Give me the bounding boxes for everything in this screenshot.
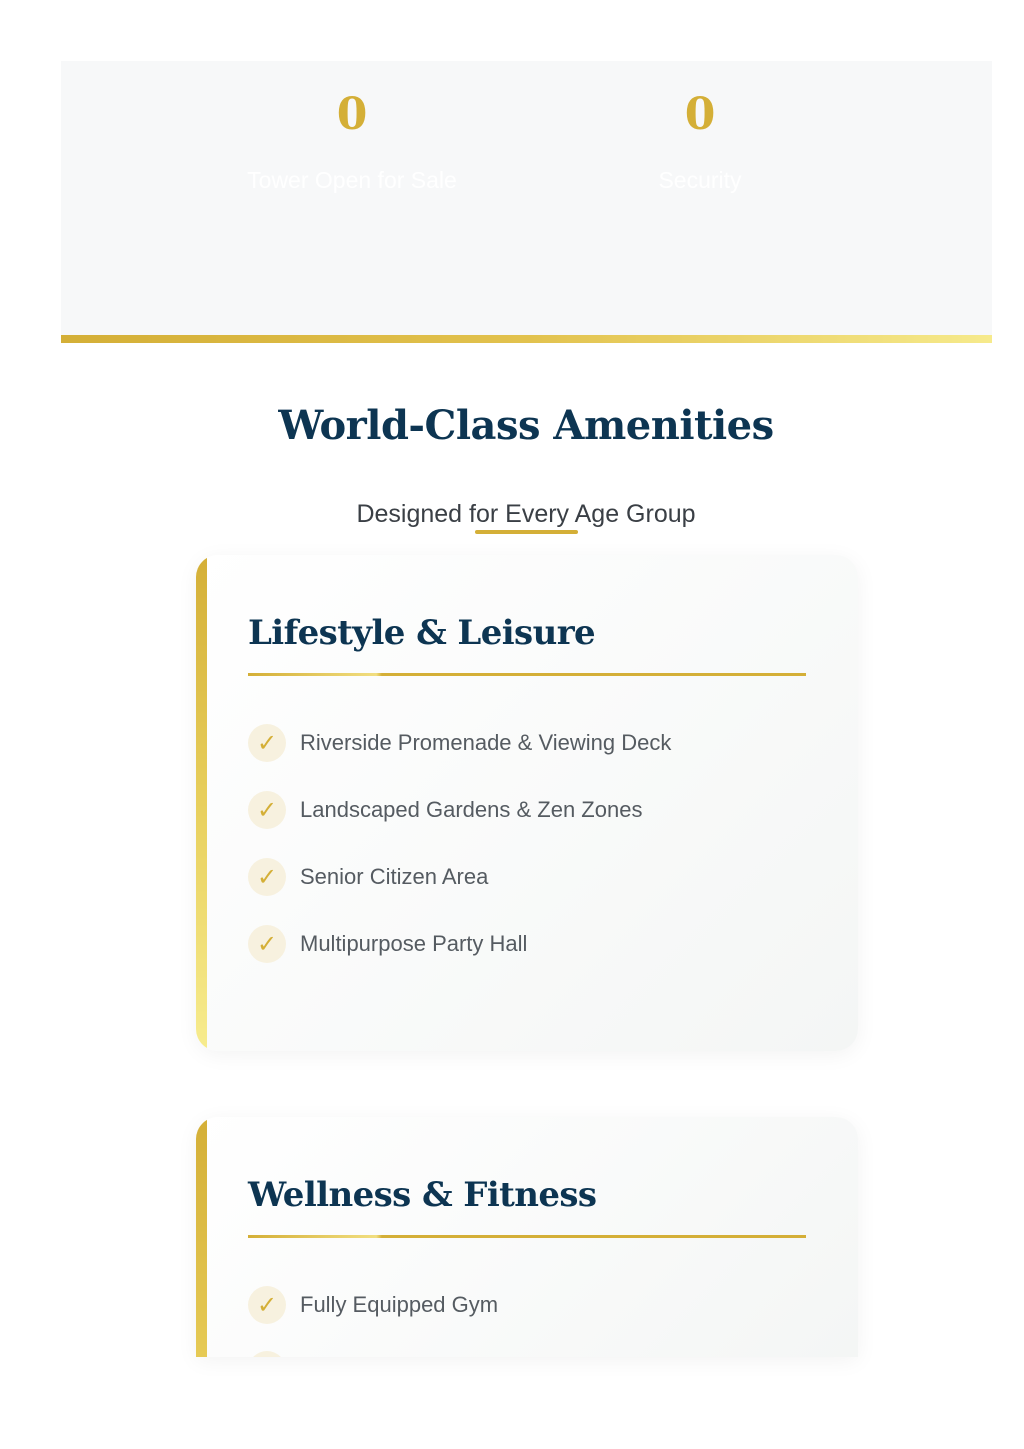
list-item bbox=[248, 790, 671, 830]
stat-label: Security bbox=[658, 167, 742, 193]
amenity-label: Multipurpose Party Hall bbox=[300, 931, 528, 956]
card-title: Lifestyle & Leisure bbox=[248, 613, 596, 653]
card-accent-bar bbox=[196, 1117, 207, 1357]
amenity-label: Senior Citizen Area bbox=[300, 864, 489, 889]
card-title-rule bbox=[248, 1235, 806, 1238]
check-icon: ✓ bbox=[248, 791, 286, 829]
check-icon: ✓ bbox=[248, 1286, 286, 1324]
check-icon: ✓ bbox=[248, 724, 286, 762]
amenity-label: Fully Equipped Gym bbox=[300, 1292, 499, 1317]
list-item bbox=[248, 924, 671, 964]
gold-divider bbox=[61, 335, 992, 343]
list-item bbox=[248, 857, 671, 897]
section-title: World-Class Amenities bbox=[278, 402, 774, 449]
amenity-label: Landscaped Gardens & Zen Zones bbox=[300, 797, 643, 822]
card-title: Wellness & Fitness bbox=[248, 1175, 597, 1215]
amenity-card-wellness bbox=[196, 1117, 858, 1357]
amenity-list bbox=[248, 1285, 498, 1352]
stat-tower-open bbox=[202, 61, 502, 195]
stat-value: 0 bbox=[336, 89, 368, 140]
card-accent-bar bbox=[196, 555, 207, 1051]
check-icon: ✓ bbox=[248, 858, 286, 896]
subtitle-underline bbox=[475, 530, 578, 534]
stat-label: Tower Open for Sale bbox=[247, 167, 457, 193]
check-icon: ✓ bbox=[248, 925, 286, 963]
section-subtitle: Designed for Every Age Group bbox=[356, 500, 696, 528]
stats-band bbox=[61, 61, 992, 335]
list-item bbox=[248, 723, 671, 763]
amenity-list bbox=[248, 723, 671, 991]
card-title-rule bbox=[248, 673, 806, 676]
stat-value: 0 bbox=[684, 89, 716, 140]
stat-security bbox=[550, 61, 850, 195]
amenity-card-lifestyle bbox=[196, 555, 858, 1051]
amenity-label: Riverside Promenade & Viewing Deck bbox=[300, 730, 672, 755]
list-item bbox=[248, 1285, 498, 1325]
